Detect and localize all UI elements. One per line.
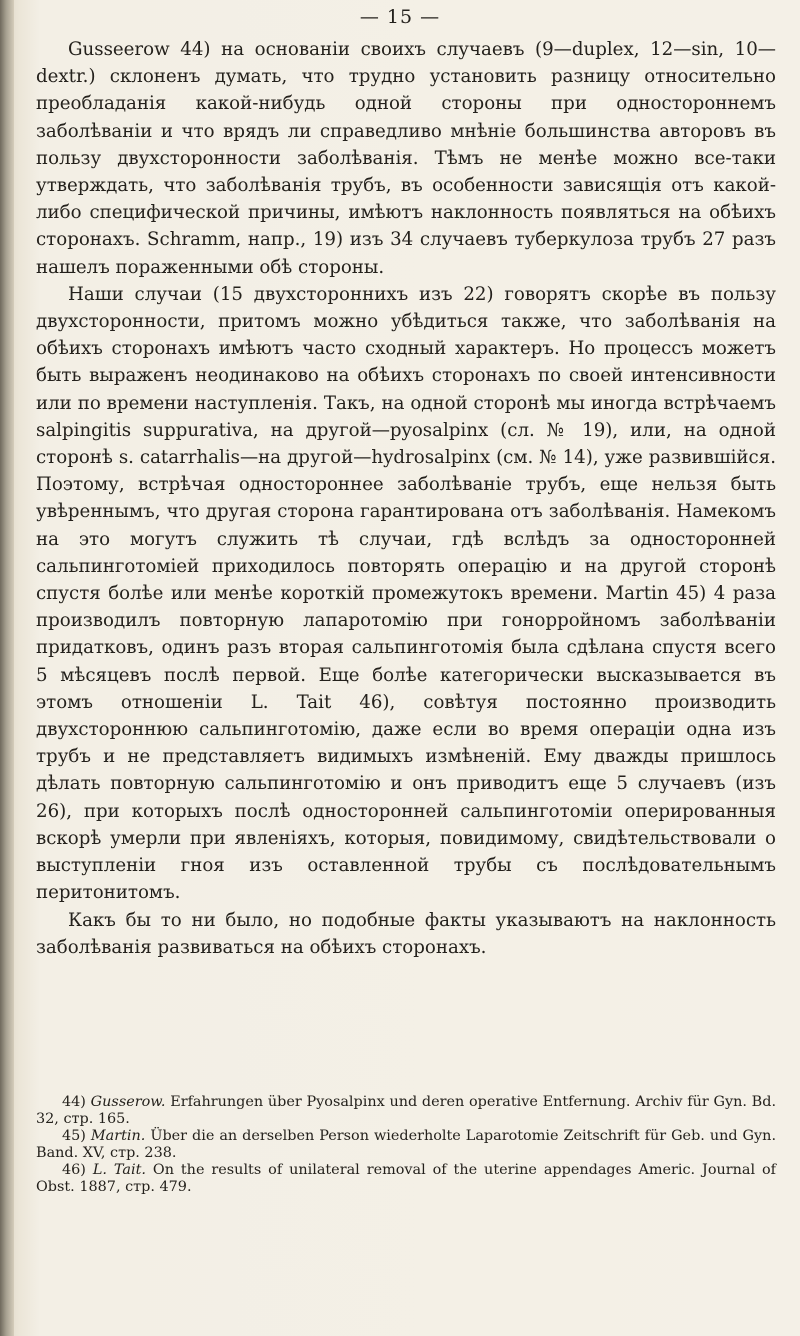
book-spine-shadow (0, 0, 14, 1336)
footnote-mark: 44) (62, 1094, 86, 1110)
footnote-author: Martin. (90, 1128, 146, 1144)
footnote-46 (36, 1162, 776, 1196)
footnote-text: Erfahrungen über Pyosalpinx und deren operative Entfernung. Archiv für Gyn. Bd. 32, стр. 165. (36, 1094, 777, 1127)
footnote-mark: 45) (62, 1128, 86, 1144)
paragraph-1: Gusseerow 44) на основаніи своихъ случаевъ (9—duplex, 12—sin, 10—dextr.) склоненъ думать, что трудно установить разницу относительно преобладанія какой-нибудь одной стороны при одностороннемъ заболѣваніи и что врядъ ли справедливо мнѣніе большинства авторовъ въ пользу двухсторонности заболѣванія. Тѣмъ не менѣе можно все-таки утверждать, что заболѣванія трубъ, въ особенности зависящія отъ какой-либо специфической причины, имѣютъ наклонность появляться на обѣихъ сторонахъ. Schramm, напр., 19) изъ 34 случаевъ туберкулоза трубъ 27 разъ нашелъ пораженными обѣ стороны. (36, 39, 776, 278)
footnote-text: Über die an derselben Person wiederholte Laparotomie Zeitschrift für Geb. und Gyn. Band. XV, стр. 238. (36, 1128, 777, 1161)
page-number: — 15 — (359, 6, 441, 28)
footnote-44 (36, 1094, 776, 1128)
footnote-45 (36, 1128, 776, 1162)
paragraph-3: Какъ бы то ни было, но подобные факты указываютъ на наклонность заболѣванія развиваться на обѣихъ сторонахъ. (36, 909, 776, 958)
footnote-author: L. Tait. (92, 1162, 146, 1178)
footnote-author: Gusserow. (90, 1094, 166, 1110)
footnote-text: On the results of unilateral removal of the uterine appendages Americ. Journal of Obst. 1887, стр. 479. (36, 1162, 777, 1195)
paragraph-2: Наши случаи (15 двухстороннихъ изъ 22) говорятъ скорѣе въ пользу двухсторонности, притомъ можно убѣдиться также, что заболѣванія на обѣихъ сторонахъ имѣютъ часто сходный характеръ. Но процессъ можетъ быть выраженъ неодинаково на обѣихъ сторонахъ по своей интенсивности или по времени наступленія. Такъ, на одной сторонѣ мы иногда встрѣчаемъ salpingitis suppurativa, на другой—pyosalpinx (сл. № 19), или, на одной сторонѣ s. catarrhalis—на другой—hydrosalpinx (см. № 14), уже развившійся. Поэтому, встрѣчая одностороннее заболѣваніе трубъ, еще нельзя быть увѣреннымъ, что другая сторона гарантирована отъ заболѣванія. Намекомъ на это могутъ служить тѣ случаи, гдѣ вслѣдъ за односторонней сальпинготоміей приходилось повторять операцію и на другой сторонѣ спустя болѣе или менѣе короткій промежутокъ времени. Martin 45) 4 раза производилъ повторную лапаротомію при гонорройномъ заболѣваніи придатковъ, одинъ разъ вторая сальпинготомія была сдѣлана спустя всего 5 мѣсяцевъ послѣ первой. Еще болѣе категорически высказывается въ этомъ отношеніи L. Tait 46), совѣтуя постоянно производить двухстороннюю сальпинготомію, даже если во время операціи одна изъ трубъ и не представляетъ видимыхъ измѣненій. Ему дважды пришлось дѣлать повторную сальпинготомію и онъ приводитъ еще 5 случаевъ (изъ 26), при которыхъ послѣ односторонней сальпинготоміи оперированныя вскорѣ умерли при явленіяхъ, которыя, повидимому, свидѣтельствовали о выступленіи гноя изъ оставленной трубы съ послѣдовательнымъ перитонитомъ. (36, 283, 776, 904)
footnote-mark: 46) (62, 1162, 86, 1178)
main-text (36, 36, 776, 961)
footnotes (36, 1094, 776, 1196)
